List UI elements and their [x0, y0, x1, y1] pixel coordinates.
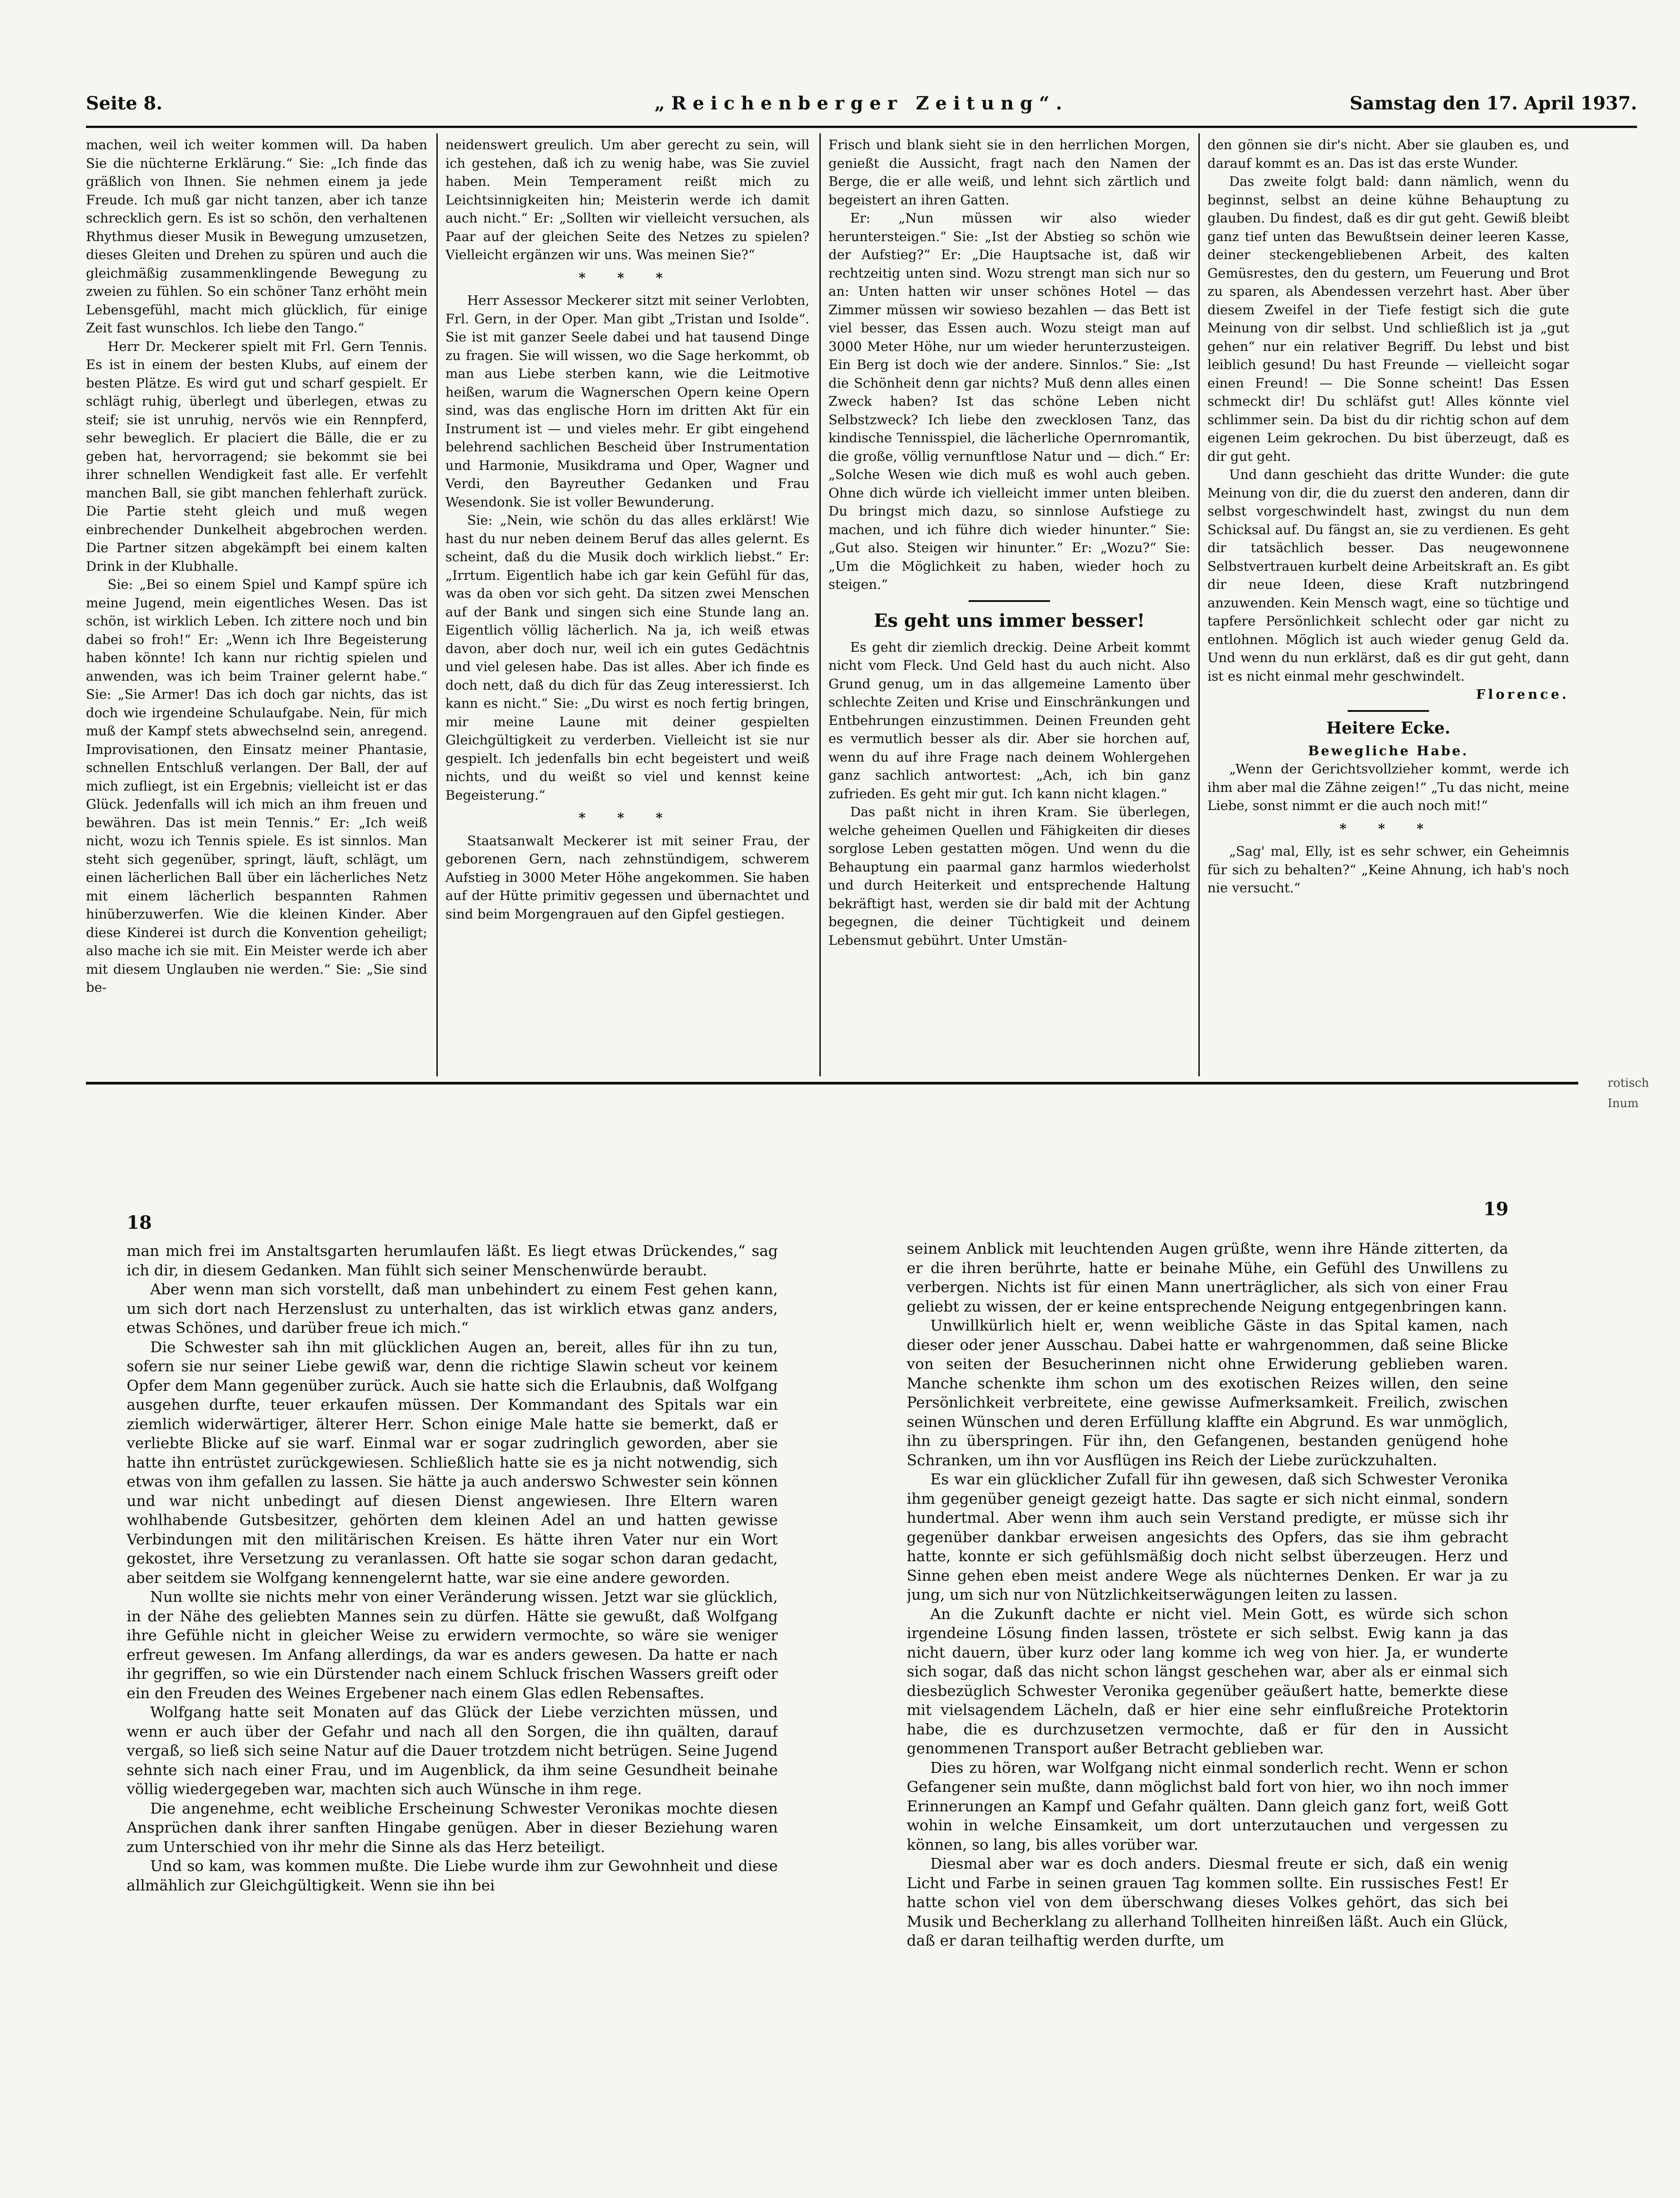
joke-text: „Sag' mal, Elly, ist es sehr schwer, ein Geheimnis für sich zu behalten?“ „Keine Ahnung, ich hab's noch nie versucht.“	[1207, 843, 1569, 895]
paragraph: Wolfgang hatte seit Monaten auf das Glück der Liebe verzichten müssen, und wenn er auch über der Gefahr und nach all den Sorgen, die ihn quälten, darauf vergaß, so ließ sich seine Natur auf die Dauer trotzdem nicht betrügen. Seine Jugend sehnte sich nach einer Frau, und im Augenblick, da ihm seine Gesundheit beinahe völlig wiedergegeben war, machten sich auch Wünsche in ihm rege.	[127, 1703, 778, 1798]
paragraph: Herr Dr. Meckerer spielt mit Frl. Gern Tennis. Es ist in einem der besten Klubs, auf einem der besten Plätze. Es wird gut und scharf gespielt. Er schlägt ruhig, überlegt und überlegen, etwas zu steif; sie ist unruhig, nervös wie ein Rennpferd, sehr beweglich. Er placiert die Bälle, die er zu geben hat, hervorragend; sie bekommt sie bei ihrer schnellen Wendigkeit fast alle. Er verfehlt manchen Ball, sie gibt manchen fehlerhaft zurück. Die Partie steht gleich und muß wegen einbrechender Dunkelheit abgebrochen werden. Die Partner sitzen abgekämpft bei einem kalten Drink in der Klubhalle.	[86, 338, 427, 574]
section-title: Heitere Ecke.	[1326, 718, 1451, 738]
paragraph: machen, weil ich weiter kommen will. Da haben Sie die nüchterne Erklärung.“ Sie: „Ich finde das gräßlich von Ihnen. Sie nehmen einem ja jede Freude. Ich muß gar nicht tanzen, aber ich tanze schrecklich gern. Es ist so schön, den verhaltenen Rhythmus dieser Musik in Bewegung umzusetzen, dieses Gleiten und Drehen zu spüren und auch die gleichmäßig zusammenklingende Bewegung zu zweien zu fühlen. So ein schöner Tanz erhöht mein Lebensgefühl, macht mich glücklich, für einige Zeit fast wunschlos. Ich liebe den Tango.“	[86, 137, 427, 336]
section-stars: * * *	[578, 810, 677, 825]
paragraph: Unwillkürlich hielt er, wenn weibliche Gäste in das Spital kamen, nach dieser oder jener Ausschau. Dabei hatte er wahrgenommen, daß seine Blicke von seiten der Besucherinnen nicht ohne Erwiderung geblieben waren. Manche schenkte ihm schon um des exotischen Reizes willen, den seine Persönlichkeit verbreitete, eine gewisse Aufmerksamkeit. Freilich, zwischen seinen Wünschen und deren Erfüllung klaffte ein Abgrund. Es war unmöglich, ihn zu überspringen. Für ihn, den Gefangenen, bestanden genügend hohe Schranken, um ihn vor Ausflügen ins Reich der Liebe zurückzuhalten.	[907, 1317, 1508, 1469]
paragraph: Diesmal aber war es doch anders. Diesmal freute er sich, daß ein wenig Licht und Farbe in seinen grauen Tag kommen sollte. Ein russisches Fest! Er hatte schon viel von dem überschwang dieses Volkes gehört, das sich bei Musik und Becherklang zu allerhand Tollheiten hinreißen läßt. Auch ein Glück, daß er daran teilhaftig werden durfte, um	[907, 1855, 1508, 1949]
paragraph: Dies zu hören, war Wolfgang nicht einmal sonderlich recht. Wenn er schon Gefangener sein mußte, dann möglichst bald fort von hier, wo ihn noch immer Erinnerungen an Kampf und Gefahr quälten. Dann gleich ganz fort, weiß Gott wohin in welche Einsamkeit, um dort unterzutauchen und vergessen zu können, so lang, bis alles vorüber war.	[907, 1758, 1508, 1853]
newspaper-column-4	[1207, 136, 1569, 1076]
newspaper-column-3	[828, 136, 1190, 1076]
paragraph: Die angenehme, echt weibliche Erscheinung Schwester Veronikas mochte diesen Ansprüchen dank ihrer sanften Hingabe genügen. Aber in dieser Beziehung waren zum Unterschied von ihr mehr die Sinne als das Herz beteiligt.	[127, 1799, 778, 1856]
newspaper-title: „Reichenberger Zeitung“.	[654, 93, 1069, 114]
paragraph: An die Zukunft dachte er nicht viel. Mein Gott, es würde sich schon irgendeine Lösung finden lassen, tröstete er sich selbst. Ewig kann ja das nicht dauern, über kurz oder lang komme ich weg von hier. Ja, er wunderte sich sogar, daß das nicht schon längst geschehen war, aber als er einmal sich diesbezüglich Schwester Veronika gegenüber geäußert hatte, bemerkte diese mit vielsagendem Lächeln, daß er hier eine sehr einflußreiche Protektorin habe, die es durchzusetzen vermochte, daß er für den in Aussicht genommenen Transport außer Betracht geblieben war.	[907, 1605, 1508, 1757]
paragraph: neidenswert greulich. Um aber gerecht zu sein, will ich gestehen, daß ich zu wenig habe, was Sie zuviel haben. Mein Temperament reißt mich zu Leichtsinnigkeiten hin; Meisterin werde ich damit auch nicht.“ Er: „Sollten wir vielleicht versuchen, als Paar auf der gleichen Seite des Netzes zu spielen? Vielleicht ergänzen wir uns. Was meinen Sie?“	[445, 137, 809, 262]
book-page-number-right: 19	[1483, 1198, 1509, 1220]
article-title: Es geht uns immer besser!	[874, 610, 1145, 631]
newspaper-column-2	[445, 136, 809, 1076]
paragraph: Er: „Nun müssen wir also wieder heruntersteigen.“ Sie: „Ist der Abstieg so schön wie der Aufstieg?“ Er: „Die Hauptsache ist, daß wir rechtzeitig unten sind. Wozu strengt man sich nur so an: Unten hatten wir unser schönes Hotel — das Zimmer müssen wir sowieso bezahlen — das Bett ist viel besser, das Essen auch. Wozu steigt man auf 3000 Meter Höhe, nur um wieder herunterzusteigen. Ein Berg ist doch wie der andere. Sinnlos.“ Sie: „Ist die Schönheit denn gar nichts? Muß denn alles einen Zweck haben? Ist das schöne Leben nicht Selbstzweck? Ich liebe den zwecklosen Tanz, das kindische Tennisspiel, die lächerliche Opernromantik, die große, völlig vernunftlose Natur und — dich.“ Er: „Solche Wesen wie dich muß es wohl auch geben. Ohne dich würde ich vielleicht immer unten bleiben. Du bringst mich dazu, so sinnlose Aufstiege zu machen, und ich führe dich wieder hinunter.“ Sie: „Gut also. Steigen wir hinunter.“ Er: „Wozu?“ Sie: „Um die Möglichkeit zu haben, wieder hoch zu steigen.“	[828, 210, 1190, 592]
joke-title: Bewegliche Habe.	[1308, 743, 1469, 758]
column-divider	[436, 133, 438, 1076]
paragraph: Es geht dir ziemlich dreckig. Deine Arbeit kommt nicht vom Fleck. Und Geld hast du auch nicht. Also Grund genug, um in das allgemeine Lamento über schlechte Zeiten und Krise und Einschränkungen und Entbehrungen einzustimmen. Deinen Freunden geht es vermutlich besser als dir. Aber sie horchen auf, wenn du auf ihre Frage nach deinem Wohlergehen ganz sachlich antwortest: „Ach, ich bin ganz zufrieden. Es geht mir gut. Ich kann nicht klagen.“	[828, 639, 1190, 801]
newspaper-header	[86, 93, 1637, 120]
paragraph: Das zweite folgt bald: dann nämlich, wenn du beginnst, selbst an deine kühne Behauptung zu glauben. Du findest, daß es dir gut geht. Gewiß bleibt ganz tief unten das Bewußtsein deiner leeren Kasse, deiner steckengebliebenen Arbeit, des kalten Gemüsrestes, den du gestern, um Feuerung und Brot zu sparen, als Abendessen verzehrt hast. Aber über diesem Zweifel in der Tiefe festigt sich die gute Meinung von dir selbst. Und schließlich ist ja „gut gehen“ nur ein relativer Begriff. Du lebst und bist leiblich gesund! Du hast Freunde — vielleicht sogar einen Freund! — Die Sonne scheint! Das Essen schmeckt dir! Du schläfst gut! Alles könnte viel schlimmer sein. Da bist du dir richtig schon auf dem eigenen Leim gekrochen. Du bist überzeugt, daß es dir gut geht.	[1207, 174, 1569, 464]
book-page-number-left: 18	[127, 1212, 152, 1233]
edge-text: Inum	[1608, 1097, 1639, 1110]
paragraph: Staatsanwalt Meckerer ist mit seiner Frau, der geborenen Gern, nach zehnstündigem, schwerem Aufstieg in 3000 Meter Höhe angekommen. Sie haben auf der Hütte primitiv gegessen und übernachtet und sind beim Morgengrauen auf den Gipfel gestiegen.	[445, 833, 809, 922]
author-signature: Florence.	[1476, 687, 1569, 702]
paragraph: Und so kam, was kommen mußte. Die Liebe wurde ihm zur Gewohnheit und diese allmählich zur Gleichgültigkeit. Wenn sie ihn bei	[127, 1857, 778, 1894]
article-separator	[969, 600, 1050, 602]
book-page-right	[907, 1239, 1508, 2076]
paragraph: Das paßt nicht in ihren Kram. Sie überlegen, welche geheimen Quellen und Fähigkeiten dir dieses sorglose Leben gestatten mögen. Und wenn du die Behauptung ein paarmal ganz harmlos wiederholst und durch Heiterkeit und entsprechende Haltung bekräftigt hast, werden sie dir bald mit der Achtung begegnen, die deiner Tüchtigkeit und deinem Lebensmut gebührt. Unter Umstän-	[828, 804, 1190, 948]
edge-text: rotisch	[1608, 1076, 1649, 1090]
paragraph: Aber wenn man sich vorstellt, daß man unbehindert zu einem Fest gehen kann, um sich dort nach Herzenslust zu unterhalten, das ist wirklich etwas ganz anders, etwas Schönes, und darüber freue ich mich.“	[127, 1280, 778, 1336]
paragraph: Sie: „Bei so einem Spiel und Kampf spüre ich meine Jugend, mein eigentliches Wesen. Das ist schön, ist wirklich Leben. Ich zittere noch und bin dabei so froh!“ Er: „Wenn ich Ihre Begeisterung haben könnte! Ich kann nur richtig spielen und anwenden, was ich beim Trainer gelernt habe.“ Sie: „Sie Armer! Das ich doch gar nichts, das ist doch wie irgendeine Schulaufgabe. Nein, für mich muß der Kampf stets abwechselnd sein, anregend. Improvisationen, den Einsatz meiner Phantasie, schnellen Entschluß verlangen. Der Ball, der auf mich zufliegt, ist ein Ergebnis; vielleicht ist er das Glück. Jedenfalls will ich mich an ihm freuen und bewähren. Das ist mein Tennis.“ Er: „Ich weiß nicht, wozu ich Tennis spiele. Es ist sinnlos. Man steht sich gegenüber, springt, läuft, schlägt, um einen lächerlichen Ball über ein lächerliches Netz mit einem lächerlich bespannten Rahmen hinüberzuwerfen. Wie die kleinen Kinder. Aber diese Kinderei ist durch die Konvention geheiligt; also mache ich sie mit. Ein Meister werde ich aber mit diesem Unglauben nie werden.“ Sie: „Sie sind be-	[86, 577, 427, 995]
book-page-left	[127, 1241, 778, 2078]
paragraph: seinem Anblick mit leuchtenden Augen grüßte, wenn ihre Hände zitterten, da er die ihren berührte, hatte er beinahe Mühe, ein Gefühl des Unwillens zu verbergen. Nichts ist für einen Mann unerträglicher, als sich von einer Frau geliebt zu wissen, der er keine entsprechende Neigung entgegenbringen kann.	[907, 1240, 1508, 1315]
paragraph: Sie: „Nein, wie schön du das alles erklärst! Wie hast du nur neben deinem Beruf das alles gelernt. Es scheint, daß du die Musik doch wirklich liebst.“ Er: „Irrtum. Eigentlich habe ich gar kein Gefühl für das, was da oben vor sich geht. Da sitzen zwei Menschen auf der Bank und singen sich eine Stunde lang an. Eigentlich völlig lächerlich. Na ja, ich weiß etwas davon, aber doch nur, weil ich ein gutes Gedächtnis und viel gelesen habe. Das ist alles. Aber ich finde es doch nett, daß du dich für das Zeug interessierst. Ich kann es nicht.“ Sie: „Du wirst es noch fertig bringen, mir meine Laune mit deiner gespielten Gleichgültigkeit zu verderben. Vielleicht ist sie nur gespielt. Ich jedenfalls bin echt begeistert und weiß nichts, und du weißt so viel und kennst keine Begeisterung.“	[445, 512, 809, 803]
joke-text: „Wenn der Gerichtsvollzieher kommt, werde ich ihm aber mal die Zähne zeigen!“ „Tu das nicht, meine Liebe, sonst nimmt er die auch noch mit!“	[1207, 761, 1569, 813]
paragraph: den gönnen sie dir's nicht. Aber sie glauben es, und darauf kommt es an. Das ist das erste Wunder.	[1207, 137, 1569, 171]
column-divider	[819, 133, 821, 1076]
paragraph: Und dann geschieht das dritte Wunder: die gute Meinung von dir, die du zuerst den anderen, dann dir selbst vorgeschwindelt hast, zwingst du nun dem Schicksal auf. Du fängst an, sie zu verdienen. Es geht dir tatsächlich besser. Das neugewonnene Selbstvertrauen kurbelt deine Arbeitskraft an. Es gibt dir neue Ideen, diese Kraft nutzbringend anzuwenden. Kein Mensch wagt, eine so tüchtige und tapfere Persönlichkeit schlecht oder gar nicht zu entlohnen. Möglich ist auch wieder genug Geld da. Und wenn du nun erklärst, daß es dir gut geht, dann ist es nicht einmal mehr geschwindelt.	[1207, 467, 1569, 684]
paragraph: Frisch und blank sieht sie in den herrlichen Morgen, genießt die Aussicht, fragt nach den Namen der Berge, die er alle weiß, und lehnt sich zärtlich und begeistert an ihren Gatten.	[828, 137, 1190, 208]
newspaper-column-1	[86, 136, 427, 1076]
paragraph: Herr Assessor Meckerer sitzt mit seiner Verlobten, Frl. Gern, in der Oper. Man gibt „Tristan und Isolde“. Sie ist mit ganzer Seele dabei und hat tausend Dinge zu fragen. Sie will wissen, wo die Sage herkommt, ob man aus Liebe sterben kann, wie die Leitmotive heißen, warum die Wagnerschen Opern keine Opern sind, was das englische Horn im dritten Akt für ein Instrument ist — und vieles mehr. Er gibt eingehend belehrend sachlichen Bescheid über Instrumentation und Harmonie, Musikdrama und Oper, Wagner und Verdi, den Bayreuther Gedanken und Frau Wesendonk. Sie ist voller Bewunderung.	[445, 293, 809, 510]
paragraph: Nun wollte sie nichts mehr von einer Veränderung wissen. Jetzt war sie glücklich, in der Nähe des geliebten Mannes sein zu dürfen. Hätte sie gewußt, daß Wolfgang ihre Gefühle nicht in gleicher Weise zu erwidern vermochte, so wäre sie weniger erfreut gewesen. Im Anfang allerdings, da war es anders gewesen. Da hatte er nach ihr gegriffen, so wie ein Dürstender nach einem Schluck frischen Wassers greift oder ein den Freuden des Weines Ergebener nach einem Glas edlen Rebensaftes.	[127, 1588, 778, 1702]
page-label: Seite 8.	[86, 93, 163, 114]
issue-date: Samstag den 17. April 1937.	[1349, 93, 1637, 114]
paragraph: Die Schwester sah ihn mit glücklichen Augen an, bereit, alles für ihn zu tun, sofern sie nur seiner Liebe gewiß war, denn die richtige Slawin scheut vor keinem Opfer dem Mann gegenüber zurück. Auch sie hatte sich die Erlaubnis, daß Wolfgang ausgehen durfte, teuer erkaufen müssen. Der Kommandant des Spitals war ein ziemlich widerwärtiger, älterer Herr. Schon einige Male hatte sie bemerkt, daß er verliebte Blicke auf sie warf. Einmal war er sogar zudringlich geworden, aber sie hatte ihn entrüstet zurückgewiesen. Schließlich hatte sie es ja nicht notwendig, sich etwas von ihm gefallen zu lassen. Sie hätte ja auch anderswo Schwester sein können und war nicht unbedingt auf diesen Dienst angewiesen. Ihre Eltern waren wohlhabende Gutsbesitzer, gehörten dem kleinen Adel an und hatten gewisse Verbindungen mit den militärischen Kreisen. Es hätte ihren Vater nur ein Wort gekostet, ihre Versetzung zu veranlassen. Oft hatte sie sogar schon daran gedacht, aber seitdem sie Wolfgang kennengelernt hatte, war sie eine andere geworden.	[127, 1338, 778, 1587]
section-bottom-rule	[86, 1082, 1578, 1085]
column-divider	[1198, 133, 1200, 1076]
section-stars: * * *	[1339, 820, 1437, 836]
section-separator	[1348, 710, 1429, 712]
paragraph: Es war ein glücklicher Zufall für ihn gewesen, daß sich Schwester Veronika ihm gegenüber geneigt gezeigt hatte. Das sagte er sich nicht einmal, sondern hundertmal. Aber wenn ihm auch sein Verstand predigte, er müsse sich ihr gegenüber dankbar erweisen angesichts des Opfers, das sie ihm gebracht hatte, konnte er sich gefühlsmäßig doch nicht selbst überzeugen. Herz und Sinne gehen eben meist andere Wege als nüchternes Denken. Er war ja zu jung, um sich nur von Nützlichkeitserwägungen leiten zu lassen.	[907, 1470, 1508, 1603]
paragraph: man mich frei im Anstaltsgarten herumlaufen läßt. Es liegt etwas Drückendes,“ sag ich dir, in diesem Gedanken. Man fühlt sich seiner Menschenwürde beraubt.	[127, 1242, 778, 1279]
section-stars: * * *	[578, 270, 677, 285]
header-rule	[86, 126, 1637, 128]
